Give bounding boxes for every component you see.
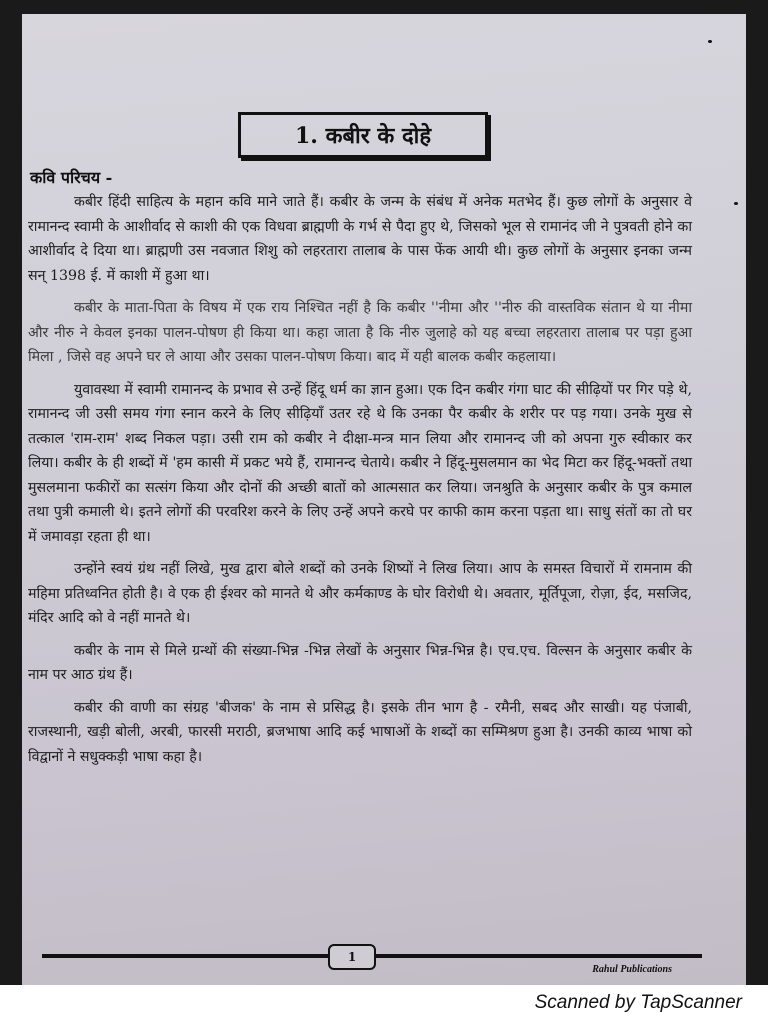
- scan-border-right: [746, 0, 768, 985]
- publisher-name: Rahul Publications: [592, 964, 672, 975]
- scan-speck: [708, 40, 712, 43]
- paragraph-5: कबीर के नाम से मिले ग्रन्थों की संख्या-भिन्न -भिन्न लेखों के अनुसार भिन्न-भिन्न है। एच.एच. विल्सन के अनुसार कबीर के नाम पर आठ ग्रंथ हैं।: [28, 642, 692, 683]
- section-heading: कवि परिचय -: [30, 168, 113, 187]
- scan-border-top: [0, 0, 768, 14]
- scanned-page: [22, 14, 746, 985]
- paragraph-2: कबीर के माता-पिता के विषय में एक राय निश्चित नहीं है कि कबीर ''नीमा और ''नीरु की वास्तविक संतान थे या नीमा और नीरु ने केवल इनका पालन-पोषण ही किया था। कहा जाता है कि नीरु जुलाहे को यह बच्चा लहरतारा तालाब पर पड़ा हुआ मिला , जिसे वह अपने घर ले आया और उसका पालन-पोषण किया। बाद में यही बालक कबीर कहलाया।: [28, 300, 692, 365]
- scan-speck: [734, 202, 738, 205]
- paragraph-4: उन्होंने स्वयं ग्रंथ नहीं लिखे, मुख द्वारा बोले शब्दों को उनके शिष्यों ने लिख लिया। आप के समस्त विचारों में रामनाम की महिमा प्रतिध्वनित होती है। वे एक ही ईश्वर को मानते थे और कर्मकाण्ड के घोर विरोधी थे। अवतार, मूर्तिपूजा, रोज़ा, ईद, मसजिद, मंदिर आदि को वे नहीं मानते थे।: [28, 561, 692, 626]
- chapter-title: 1. कबीर के दोहे: [294, 123, 432, 149]
- scan-border-left: [0, 0, 22, 985]
- body-text: [28, 190, 692, 777]
- chapter-title-box: [238, 112, 488, 158]
- page-number: 1: [328, 944, 376, 970]
- scanner-watermark: Scanned by TapScanner: [534, 992, 742, 1013]
- paragraph-1: कबीर हिंदी साहित्य के महान कवि माने जाते हैं। कबीर के जन्म के संबंध में अनेक मतभेद हैं। कुछ लोगों के अनुसार वे रामानन्द स्वामी के आशीर्वाद से काशी की एक विधवा ब्राह्मणी के गर्भ से पैदा हुए थे, जिसको भूल से रामानंद जी ने पुत्रवती होने का आशीर्वाद दे दिया था। ब्राह्मणी उस नवजात शिशु को लहरतारा तालाब के पास फेंक आयी थी। कुछ लोगों के अनुसार इनका जन्म सन् 1398 ई. में काशी में हुआ था।: [28, 194, 692, 284]
- paragraph-3: युवावस्था में स्वामी रामानन्द के प्रभाव से उन्हें हिंदू धर्म का ज्ञान हुआ। एक दिन कबीर गंगा घाट की सीढ़ियों पर गिर पड़े थे, रामानन्द जी उसी समय गंगा स्नान करने के लिए सीढ़ियाँ उतर रहे थे कि उनका पैर कबीर के शरीर पर पड़ गया। उनके मुख से तत्काल 'राम-राम' शब्द निकल पड़ा। उसी राम को कबीर ने दीक्षा-मन्त्र मान लिया और रामानन्द जी को अपना गुरु स्वीकार कर लिया। कबीर के ही शब्दों में 'हम कासी में प्रकट भये हैं, रामानन्द चेताये। कबीर ने हिंदू-मुसलमान का भेद मिटा कर हिंदू-भक्तों तथा मुसलमाना फकीरों का सत्संग किया और दोनों की अच्छी बातों को आत्मसात कर लिया। जनश्रुति के अनुसार कबीर के पुत्र कमाल तथा पुत्री कमाली थे। इतने लोगों की परवरिश करने के लिए उन्हें अपने करघे पर काफी काम करना पड़ता था। साधु संतों का तो घर में जमावड़ा रहता ही था।: [28, 381, 692, 545]
- paragraph-6: कबीर की वाणी का संग्रह 'बीजक' के नाम से प्रसिद्ध है। इसके तीन भाग है - रमैनी, सबद और साखी। यह पंजाबी, राजस्थानी, खड़ी बोली, अरबी, फारसी मराठी, ब्रजभाषा आदि कई भाषाओं के शब्दों का सम्मिश्रण हुआ है। उनकी काव्य भाषा को विद्वानों ने सधुक्कड़ी भाषा कहा है।: [28, 699, 692, 765]
